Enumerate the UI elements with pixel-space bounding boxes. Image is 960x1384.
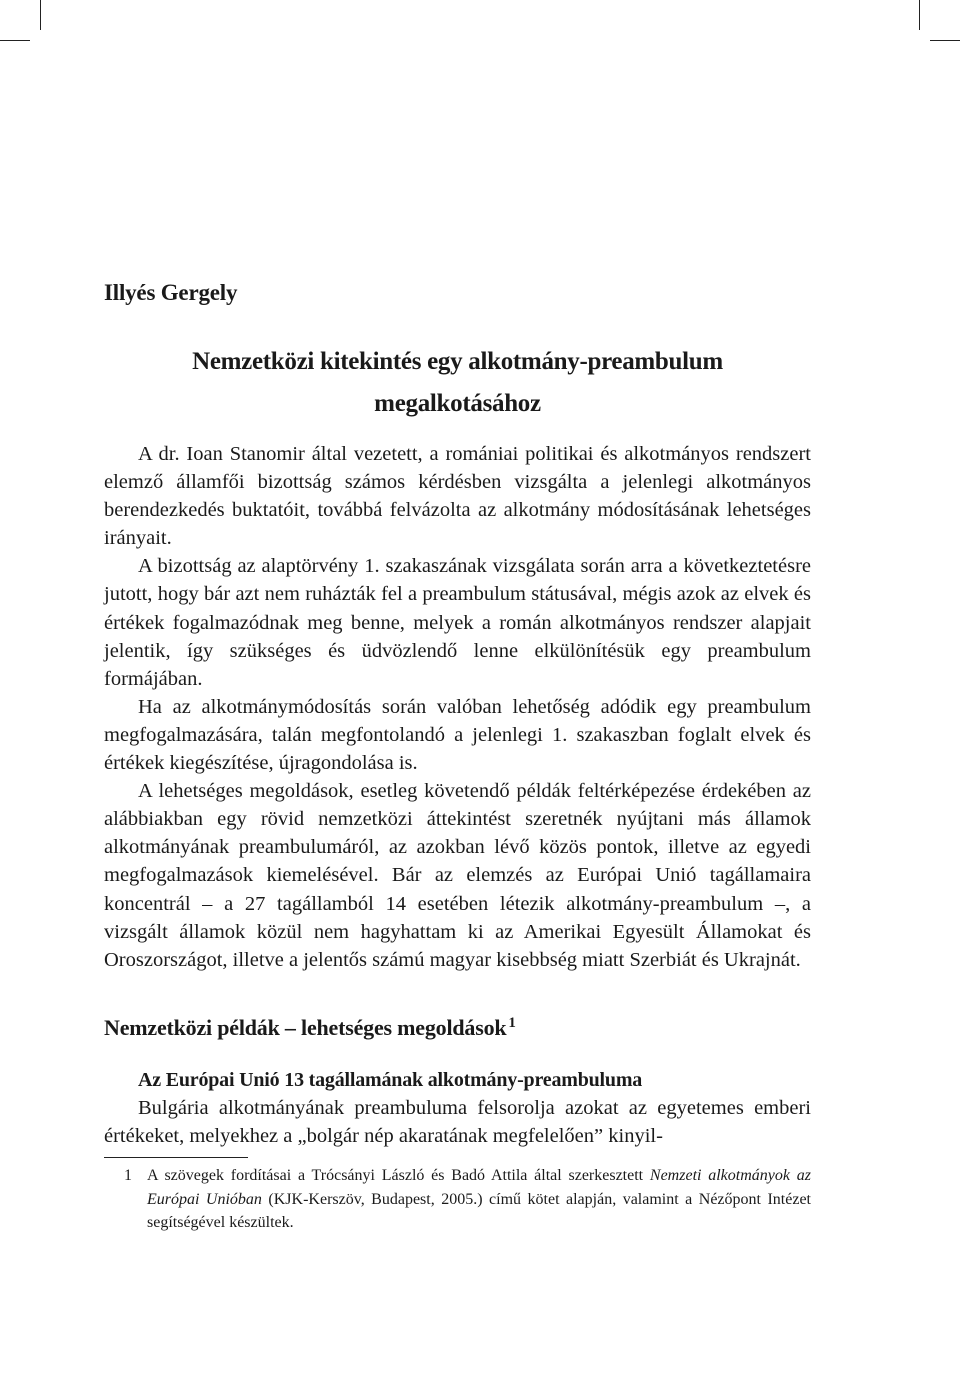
- subsection-paragraph: Bulgária alkotmányának preambuluma felsorolja azokat az egyetemes emberi értékeket, melyekhez a „bolgár nép akaratának megfelelően” kinyil-: [104, 1097, 811, 1148]
- footnote-reference[interactable]: 1: [508, 1015, 516, 1031]
- footnote: [104, 1164, 811, 1235]
- body-text: [104, 440, 811, 974]
- paragraph-1: A dr. Ioan Stanomir által vezetett, a romániai politikai és alkotmányos rendszert elemző államfői bizottság számos kérdésben vizsgálta a jelenlegi alkotmányos berendezkedés buktatóit, továbbá felvázolta az alkotmány módosításának lehetséges irányait.: [104, 443, 811, 550]
- subsection-heading: Az Európai Unió 13 tagállamának alkotmány-preambuluma: [138, 1069, 643, 1091]
- paragraph-2: A bizottság az alaptörvény 1. szakaszának vizsgálata során arra a következtetésre jutott, hogy bár azt nem ruházták fel a preambulum státusával, mégis azok az elvek és értékek fogalmazódnak meg benne, melyek a román alkotmányos rendszer alapjait jelentik, így szükséges és üdvözlendő lenne elkülönítésük egy preambulum formájában.: [104, 555, 811, 690]
- paragraph-3: Ha az alkotmánymódosítás során valóban lehetőség adódik egy preambulum megfogalmazására, talán megfontolandó a jelenlegi 1. szakaszban foglalt elvek és értékek kiegészítése, újragondolása is.: [104, 695, 811, 775]
- paragraph-4: A lehetséges megoldások, esetleg követendő példák feltérképezése érdekében az alábbiakban egy rövid nemzetközi áttekintést szeretnék nyújtani más államok alkotmányának preambulumáról, az azokban lévő közös pontok, illetve az egyedi megfogalmazások kiemelésével. Bár az elemzés az Európai Unió tagállamaira koncentrál – a 27 tagállamból 14 esetében létezik alkotmány-preambulum –, a vizsgált államok közül nem hagyhattam ki az Amerikai Egyesült Államokat és Oroszországot, illetve a jelentős számú magyar kisebbség miatt Szerbiát és Ukrajnát.: [104, 780, 811, 971]
- section-heading: [104, 1015, 516, 1041]
- author-name: Illyés Gergely: [104, 280, 238, 305]
- crop-mark-top-left-horizontal: [0, 40, 30, 41]
- footnote-text-after: (KJK-Kerszöv, Budapest, 2005.) című kötet alapján, valamint a Nézőpont Intézet segítségével készültek.: [147, 1190, 811, 1231]
- footnote-text: [147, 1164, 811, 1235]
- crop-mark-top-right-vertical: [919, 0, 920, 30]
- crop-mark-top-right-horizontal: [930, 40, 960, 41]
- section-heading-text: Nemzetközi példák – lehetséges megoldások: [104, 1015, 507, 1040]
- subsection-body: [104, 1094, 811, 1150]
- crop-mark-top-left-vertical: [40, 0, 41, 30]
- footnote-text-before: A szövegek fordításai a Trócsányi László és Badó Attila által szerkesztett: [147, 1167, 650, 1184]
- article-title: [104, 341, 811, 425]
- article-title-line-1: Nemzetközi kitekintés egy alkotmány-preambulum: [192, 348, 723, 375]
- footnote-separator: [104, 1157, 248, 1158]
- footnote-book-title: Nemzeti alkotmányok az Európai Unióban: [147, 1167, 811, 1208]
- footnote-number: 1: [124, 1167, 132, 1184]
- article-title-line-2: megalkotásához: [374, 390, 541, 417]
